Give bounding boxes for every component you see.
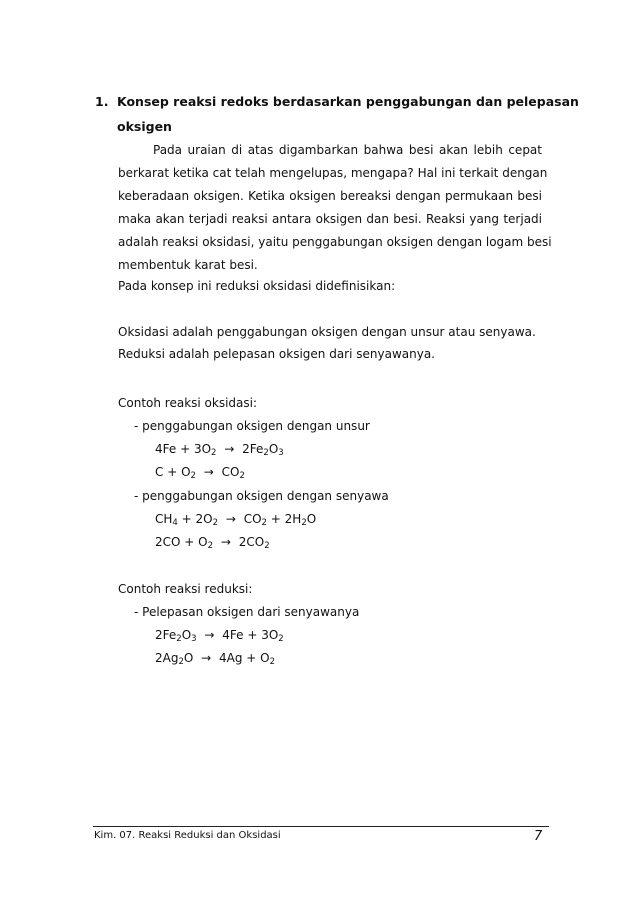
paragraph-line: berkarat ketika cat telah mengelupas, mengapa? Hal ini terkait dengan: [118, 166, 548, 180]
section-number: 1.: [95, 94, 109, 109]
reaction-arrow-icon: →: [203, 465, 214, 479]
oxidation-definition: Oksidasi adalah penggabungan oksigen dengan unsur atau senyawa.: [118, 325, 536, 339]
section-title-line-1: Konsep reaksi redoks berdasarkan penggabungan dan pelepasan: [117, 94, 579, 109]
reduction-examples-heading: Contoh reaksi reduksi:: [118, 582, 253, 596]
reduction-group-label: - Pelepasan oksigen dari senyawanya: [134, 605, 360, 619]
equation-iron-oxidation: $4Fe + 3O_2 \to 2Fe_2O_3$: [155, 442, 284, 458]
section-title-line-2: oksigen: [117, 119, 172, 134]
equation-silver-oxide-reduction: $2Ag_2O \to 4Ag + O_2$: [155, 651, 276, 667]
oxidation-group-element-label: - penggabungan oksigen dengan unsur: [134, 419, 370, 433]
page-number: 7: [534, 829, 543, 844]
concept-intro: Pada konsep ini reduksi oksidasi didefinisikan:: [118, 279, 396, 293]
paragraph-line: maka akan terjadi reaksi antara oksigen dan besi. Reaksi yang terjadi: [118, 212, 542, 226]
paragraph-line: adalah reaksi oksidasi, yaitu penggabungan oksigen dengan logam besi: [118, 235, 552, 249]
paragraph-line: Pada uraian di atas digambarkan bahwa besi akan lebih cepat: [153, 143, 542, 157]
footer-divider: [93, 826, 549, 827]
oxidation-group-compound-label: - penggabungan oksigen dengan senyawa: [134, 489, 389, 503]
footer-title: Kim. 07. Reaksi Reduksi dan Oksidasi: [94, 830, 281, 841]
reduction-definition: Reduksi adalah pelepasan oksigen dari senyawanya.: [118, 347, 435, 361]
paragraph-line: keberadaan oksigen. Ketika oksigen bereaksi dengan permukaan besi: [118, 189, 542, 203]
reaction-arrow-icon: →: [220, 535, 231, 549]
equation-iron-oxide-reduction: $2Fe_2O_3 \to 4Fe + 3O_2$: [155, 628, 284, 644]
reaction-arrow-icon: →: [204, 628, 215, 642]
reaction-arrow-icon: →: [224, 442, 235, 456]
oxidation-examples-heading: Contoh reaksi oksidasi:: [118, 396, 258, 410]
equation-carbon-monoxide-oxidation: $2CO + O_2 \to 2CO_2$: [155, 535, 270, 551]
reaction-arrow-icon: →: [225, 512, 236, 526]
equation-methane-combustion: $CH_4 + 2O_2 \to CO_2 + 2H_2O$: [155, 512, 317, 528]
paragraph-line: membentuk karat besi.: [118, 258, 258, 272]
equation-carbon-oxidation: $C + O_2 \to CO_2$: [155, 465, 245, 481]
reaction-arrow-icon: →: [201, 651, 212, 665]
